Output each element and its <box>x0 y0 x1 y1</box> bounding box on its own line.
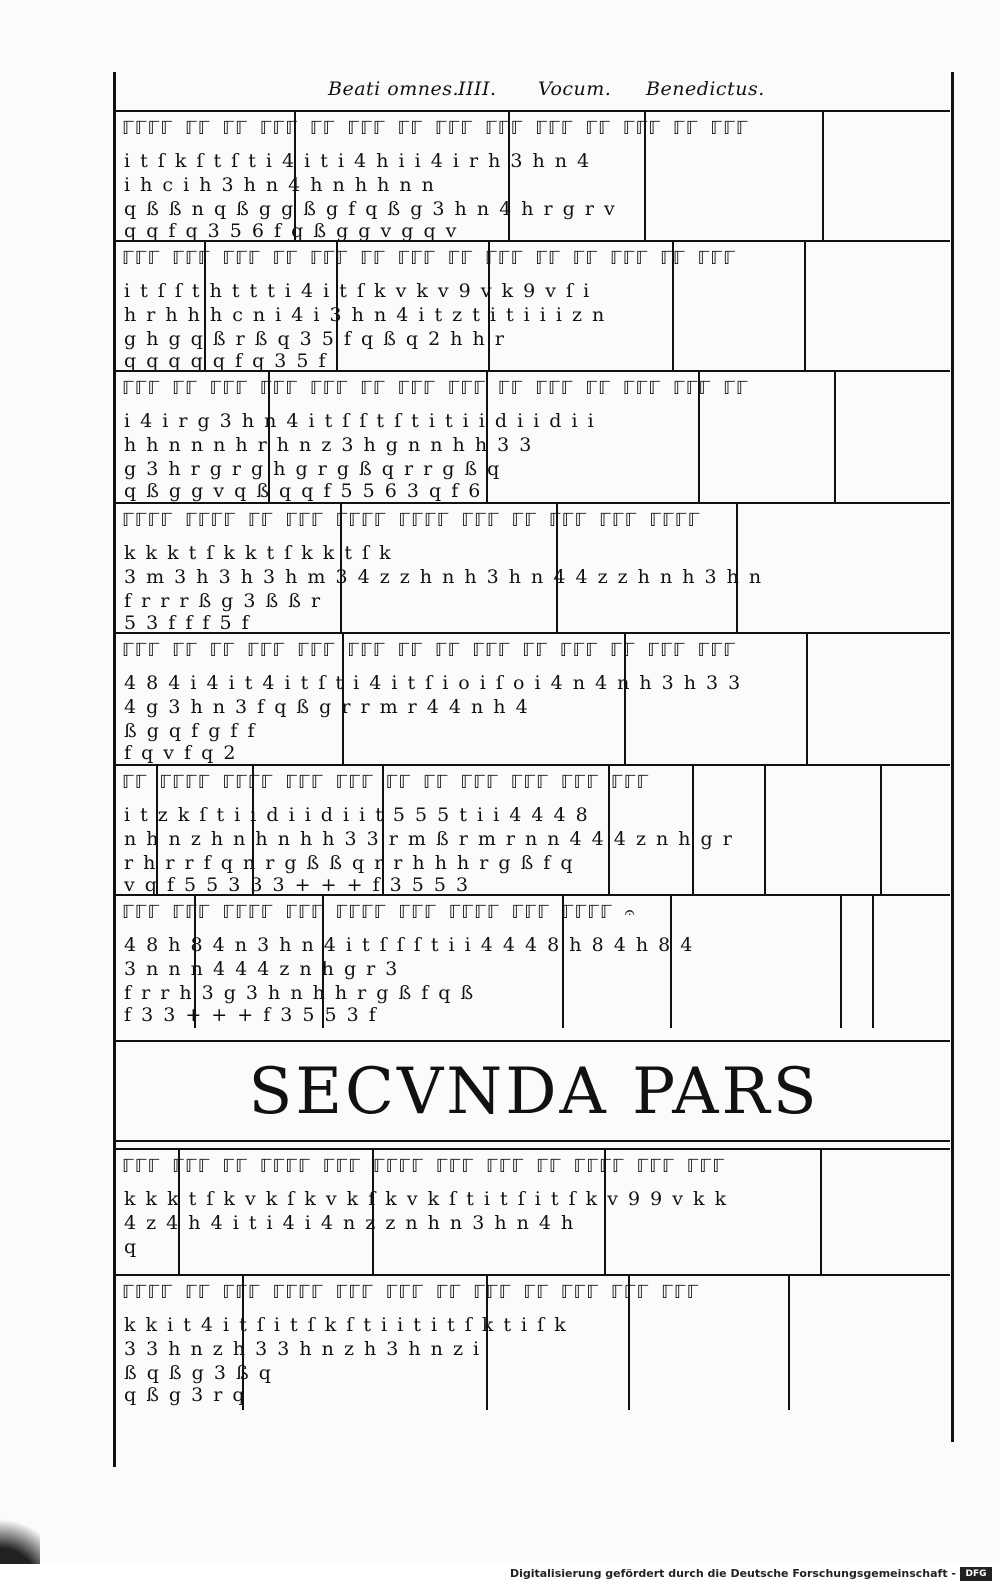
course-line-1: i t ſ ſ t h t t t i 4 i t ſ k v k v 9 v k 9 v ſ i <box>124 280 592 302</box>
course-line-4: q ß g 3 r q <box>124 1384 247 1406</box>
course-line-2: i h c i h 3 h n 4 h n h h n n <box>124 174 436 196</box>
running-head-left: Beati omnes. <box>328 78 460 100</box>
course-line-2: h r h h h c n i 4 i 3 h n 4 i t z t i t i i i z n <box>124 304 607 326</box>
course-line-2: 4 g 3 h n 3 f q ß g r r m r 4 4 n h 4 <box>124 696 530 718</box>
course-line-2: 3 n n n 4 4 4 z n h g r 3 <box>124 958 400 980</box>
rhythm-flags: ℾℾℾℾ ℾℾ ℾℾ ℾℾℾ ℾℾ ℾℾℾ ℾℾ ℾℾℾ ℾℾℾ ℾℾℾ ℾℾ ℾℾℾ ℾℾ ℾℾℾ <box>122 118 749 139</box>
rhythm-flags: ℾℾℾℾ ℾℾ ℾℾℾ ℾℾℾℾ ℾℾℾ ℾℾℾ ℾℾ ℾℾℾ ℾℾ ℾℾℾ ℾℾℾ ℾℾℾ <box>122 1282 700 1303</box>
tablature-system-9 <box>116 1274 950 1410</box>
rhythm-flags: ℾℾℾ ℾℾℾ ℾℾ ℾℾℾℾ ℾℾℾ ℾℾℾℾ ℾℾℾ ℾℾℾ ℾℾ ℾℾℾℾ ℾℾℾ ℾℾℾ <box>122 1156 725 1177</box>
course-line-4: q q f q 3 5 6 f q ß g g v g q v <box>124 220 459 242</box>
rhythm-flags: ℾℾℾ ℾℾℾ ℾℾℾ ℾℾ ℾℾℾ ℾℾ ℾℾℾ ℾℾ ℾℾℾ ℾℾ ℾℾ ℾℾℾ ℾℾ ℾℾℾ <box>122 248 736 269</box>
section-title: SECVNDA PARS <box>248 1055 820 1129</box>
course-line-3: r h r r f q n r g ß ß q r r h h h r g ß f q <box>124 852 575 874</box>
course-line-2: n h n z h n h n h h 3 3 r m ß r m r n n 4 4 4 z n h g r <box>124 828 734 850</box>
course-line-1: k k k t ſ k v k ſ k v k ſ k v k ſ t i t ſ i t ſ k v 9 9 v k k <box>124 1188 729 1210</box>
dfg-logo-icon[interactable]: DFG <box>960 1567 992 1581</box>
funding-notice: Digitalisierung gefördert durch die Deutsche Forschungsgemeinschaft - <box>509 1567 956 1580</box>
course-line-3: ß g q f g f f <box>124 720 257 742</box>
digitization-footer <box>0 1564 1000 1586</box>
tablature-system-5 <box>116 632 950 766</box>
section-divider-bottom <box>116 1140 950 1142</box>
running-head-center: IIII. <box>458 78 497 100</box>
tablature-system-1 <box>116 110 950 242</box>
course-line-4: f 3 3 + + + f 3 5 5 3 f <box>124 1004 378 1026</box>
rhythm-flags: ℾℾℾ ℾℾℾ ℾℾℾℾ ℾℾℾ ℾℾℾℾ ℾℾℾ ℾℾℾℾ ℾℾℾ ℾℾℾℾ 𝄐 <box>122 902 636 923</box>
course-line-1: k k k t ſ k k t ſ k k t ſ k <box>124 542 393 564</box>
course-line-3: ß q ß g 3 ß q <box>124 1362 273 1384</box>
tablature-system-7 <box>116 894 950 1028</box>
course-line-1: i t ſ k ſ t ſ t i 4 i t i 4 h i i 4 i r h 3 h n 4 <box>124 150 592 172</box>
tablature-system-8 <box>116 1148 950 1276</box>
rhythm-flags: ℾℾℾℾ ℾℾℾℾ ℾℾ ℾℾℾ ℾℾℾℾ ℾℾℾℾ ℾℾℾ ℾℾ ℾℾℾ ℾℾℾ ℾℾℾℾ <box>122 510 701 531</box>
course-line-2: 4 z 4 h 4 i t i 4 i 4 n z z n h n 3 h n 4 h <box>124 1212 576 1234</box>
course-line-1: k k i t 4 i t ſ i t ſ k ſ t i i t i t ſ k t i ſ k <box>124 1314 568 1336</box>
course-line-2: 3 m 3 h 3 h 3 h m 3 4 z z h n h 3 h n 4 4 z z h n h 3 h n <box>124 566 764 588</box>
course-line-3: q <box>124 1236 139 1258</box>
course-line-3: q ß ß n q ß g g ß g f q ß g 3 h n 4 h r g r v <box>124 198 617 220</box>
course-line-3: f r r r ß g 3 ß ß r <box>124 590 323 612</box>
course-line-1: 4 8 h 8 4 n 3 h n 4 i t ſ ſ ſ t i i 4 4 4 8 h 8 4 h 8 4 <box>124 934 695 956</box>
course-line-4: f q v f q 2 <box>124 742 238 764</box>
course-line-1: 4 8 4 i 4 i t 4 i t ſ t i 4 i t ſ i o i ſ o i 4 n 4 n h 3 h 3 3 <box>124 672 743 694</box>
rhythm-flags: ℾℾℾ ℾℾ ℾℾℾ ℾℾℾ ℾℾℾ ℾℾ ℾℾℾ ℾℾℾ ℾℾ ℾℾℾ ℾℾ ℾℾℾ ℾℾℾ ℾℾ <box>122 378 749 399</box>
running-head <box>120 78 950 108</box>
course-line-4: 5 3 f f f 5 f <box>124 612 251 634</box>
course-line-3: g 3 h r g r g h g r g ß q r r g ß q <box>124 458 502 480</box>
course-line-4: q q q q q f q 3 5 f <box>124 350 328 372</box>
rhythm-flags: ℾℾ ℾℾℾℾ ℾℾℾℾ ℾℾℾ ℾℾℾ ℾℾ ℾℾ ℾℾℾ ℾℾℾ ℾℾℾ ℾℾℾ <box>122 772 650 793</box>
course-line-1: i 4 i r g 3 h n 4 i t ſ ſ t ſ t i t i i d i i d i i <box>124 410 596 432</box>
course-line-4: v q f 5 5 3 3 3 + + + f 3 5 5 3 <box>124 874 471 896</box>
course-line-2: h h n n n h r h n z 3 h g n n h h 3 3 <box>124 434 534 456</box>
tablature-system-6 <box>116 764 950 896</box>
section-divider-top <box>116 1040 950 1042</box>
course-line-2: 3 3 h n z h 3 3 h n z h 3 h n z i <box>124 1338 482 1360</box>
tablature-system-4 <box>116 502 950 634</box>
course-line-4 <box>124 1254 944 1276</box>
rhythm-flags: ℾℾℾ ℾℾ ℾℾ ℾℾℾ ℾℾℾ ℾℾℾ ℾℾ ℾℾ ℾℾℾ ℾℾ ℾℾℾ ℾℾ ℾℾℾ ℾℾℾ <box>122 640 736 661</box>
course-line-3: g h g q ß r ß q 3 5 f q ß q 2 h h r <box>124 328 506 350</box>
course-line-3: f r r h 3 g 3 h n h h r g ß f q ß <box>124 982 476 1004</box>
course-line-1: i t z k ſ t i i d i i d i i t 5 5 5 t i i 4 4 4 8 <box>124 804 590 826</box>
tablature-system-2 <box>116 240 950 372</box>
running-head-right: Benedictus. <box>646 78 765 100</box>
tablature-system-3 <box>116 370 950 504</box>
running-head-voices: Vocum. <box>538 78 612 100</box>
course-line-4: q ß g g v q ß q q f 5 5 6 3 q f 6 <box>124 480 483 502</box>
right-margin-rule <box>951 72 954 1442</box>
